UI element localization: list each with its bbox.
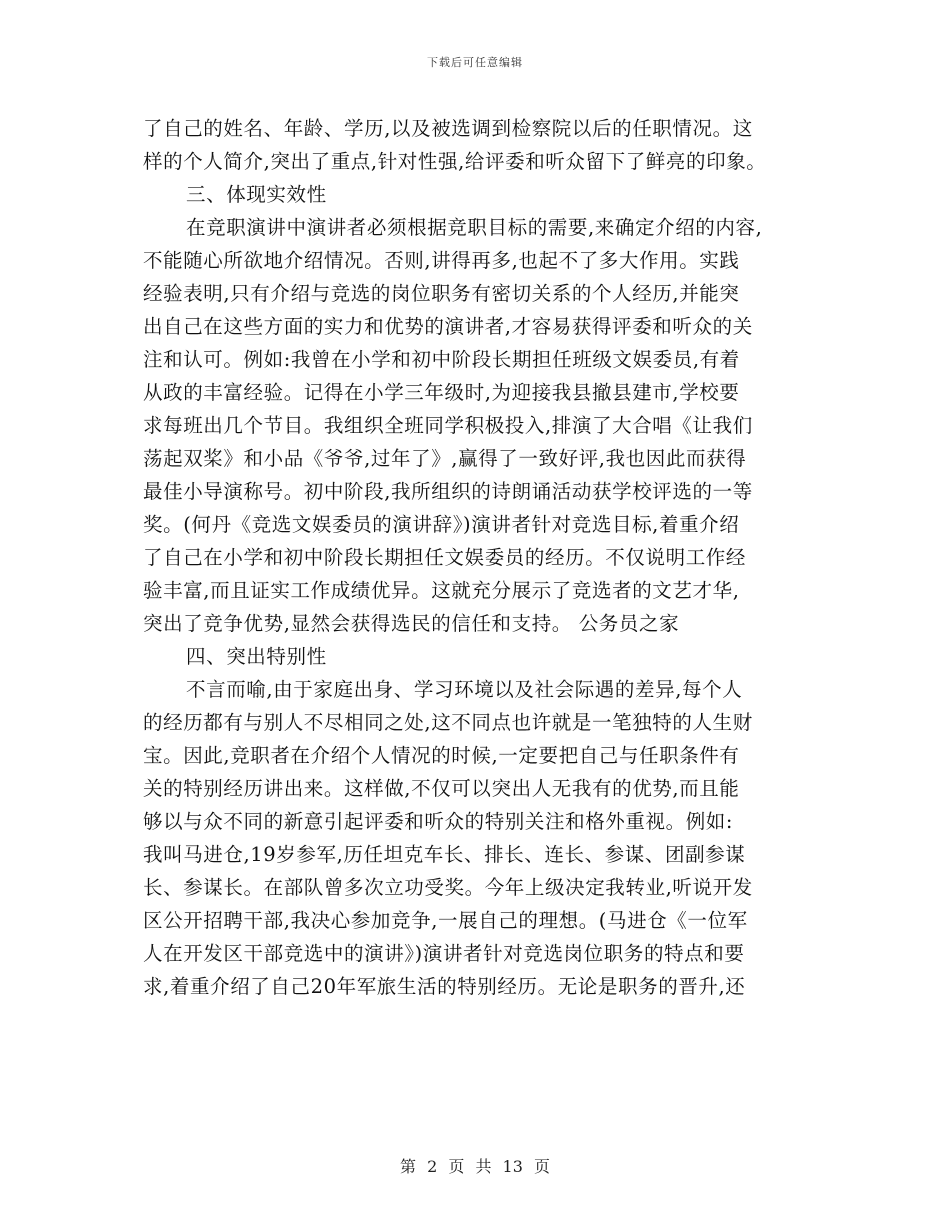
text-line: 人在开发区干部竞选中的演讲》)演讲者针对竞选岗位职务的特点和要 xyxy=(143,942,745,965)
text-line: 从政的丰富经验。记得在小学三年级时,为迎接我县撤县建市,学校要 xyxy=(143,381,740,404)
section-heading: 四、突出特别性 xyxy=(186,645,327,668)
text-line: 我叫马进仓,19岁参军,历任坦克车长、排长、连长、参谋、团副参谋 xyxy=(143,843,746,866)
text-line: 了自己在小学和初中阶段长期担任文娱委员的经历。不仅说明工作经 xyxy=(143,546,747,569)
page-header: 下载后可任意编辑 xyxy=(427,56,523,69)
text-line: 的经历都有与别人不尽相同之处,这不同点也许就是一笔独特的人生财 xyxy=(143,711,753,734)
text-line: 验丰富,而且证实工作成绩优异。这就充分展示了竞选者的文艺才华, xyxy=(143,579,740,602)
page-footer: 第 2 页 共 13 页 xyxy=(400,1157,550,1176)
text-line: 经验表明,只有介绍与竞选的岗位职务有密切关系的个人经历,并能突 xyxy=(143,282,740,305)
text-line: 奖。(何丹《竞选文娱委员的演讲辞》)演讲者针对竞选目标,着重介绍 xyxy=(143,513,740,536)
document-body xyxy=(143,112,823,1003)
text-line: 突出了竞争优势,显然会获得选民的信任和支持。 公务员之家 xyxy=(143,612,680,635)
text-line: 荡起双桨》和小品《爷爷,过年了》,赢得了一致好评,我也因此而获得 xyxy=(143,447,747,470)
text-line: 在竞职演讲中演讲者必须根据竞职目标的需要,来确定介绍的内容, xyxy=(186,216,763,239)
text-line: 出自己在这些方面的实力和优势的演讲者,才容易获得评委和听众的关 xyxy=(143,315,753,338)
text-line: 样的个人简介,突出了重点,针对性强,给评委和听众留下了鲜亮的印象。 xyxy=(143,150,767,173)
text-line: 宝。因此,竞职者在介绍个人情况的时候,一定要把自己与任职条件有 xyxy=(143,744,740,767)
text-line: 求,着重介绍了自己20年军旅生活的特别经历。无论是职务的晋升,还 xyxy=(143,975,746,998)
text-line: 不能随心所欲地介绍情况。否则,讲得再多,也起不了多大作用。实践 xyxy=(143,249,740,272)
text-line: 不言而喻,由于家庭出身、学习环境以及社会际遇的差异,每个人 xyxy=(186,678,743,701)
text-line: 注和认可。例如:我曾在小学和初中阶段长期担任班级文娱委员,有着 xyxy=(143,348,740,371)
text-line: 长、参谋长。在部队曾多次立功受奖。今年上级决定我转业,听说开发 xyxy=(143,876,753,899)
text-line: 关的特别经历讲出来。这样做,不仅可以突出人无我有的优势,而且能 xyxy=(143,777,740,800)
section-heading: 三、体现实效性 xyxy=(186,183,327,206)
text-line: 求每班出几个节目。我组织全班同学积极投入,排演了大合唱《让我们 xyxy=(143,414,753,437)
text-line: 了自己的姓名、年龄、学历,以及被选调到检察院以后的任职情况。这 xyxy=(143,117,753,140)
text-line: 最佳小导演称号。初中阶段,我所组织的诗朗诵活动获学校评选的一等 xyxy=(143,480,753,503)
text-line: 区公开招聘干部,我决心参加竞争,一展自己的理想。(马进仓《一位军 xyxy=(143,909,748,932)
text-line: 够以与众不同的新意引起评委和听众的特别关注和格外重视。例如: xyxy=(143,810,734,833)
